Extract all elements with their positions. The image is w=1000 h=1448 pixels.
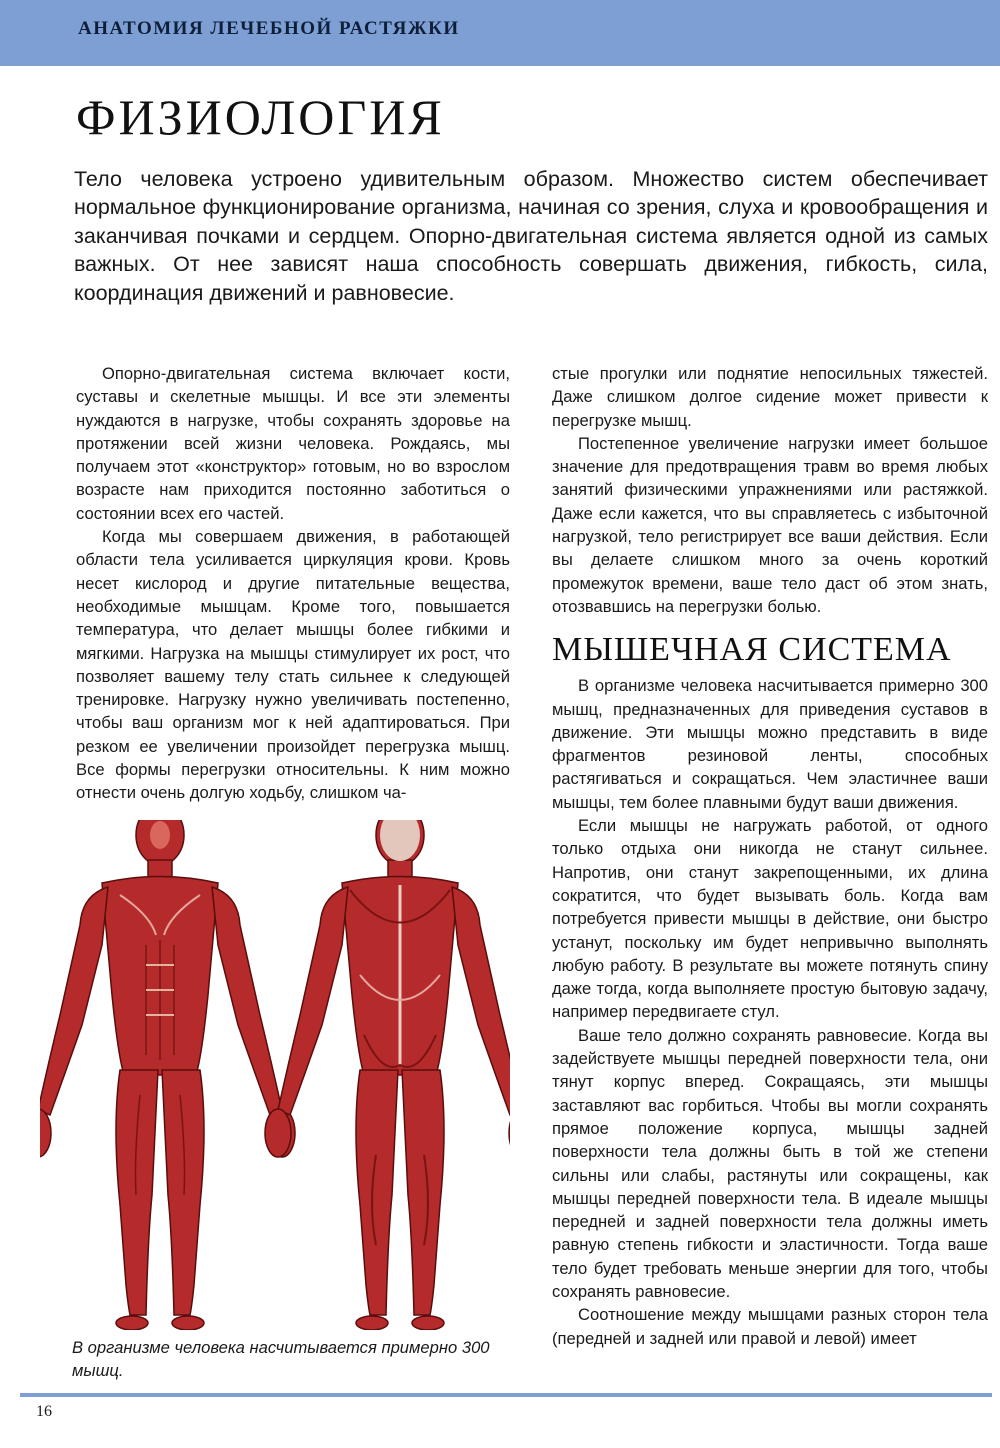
left-column [76,362,510,805]
muscle-anatomy-figure [40,820,510,1330]
figure-caption: В организме человека насчитывается примерно 300 мышц. [72,1338,490,1380]
paragraph: В организме человека насчитывается примерно 300 мышц, предназначенных для приведения суставов в движение. Эти мышцы можно представить в виде фрагментов резиновой ленты, способных растягиваться и сокращаться. Чем эластичнее ваши мышцы, тем более плавными будут ваши движения. [552,676,988,812]
front-figure [40,820,295,1330]
paragraph: Ваше тело должно сохранять равновесие. Когда вы задействуете мышцы передней поверхности тела, они тянут корпус вперед. Сокращаясь, эти мышцы заставляют вас горбиться. Чтобы вы могли сохранять прямое положение корпуса, мышцы задней поверхности тела должны быть в той же степени сильны или слабы, растянуты или сокращены, как мышцы передней поверхности тела. В идеале мышцы передней и задней поверхности тела должны иметь равную степень гибкости и эластичности. Тогда ваше тело будет требовать меньше энергии для того, чтобы сохранять равновесие. [552,1025,988,1301]
paragraph: Соотношение между мышцами разных сторон тела (передней и задней или правой и левой) имеет [552,1305,988,1348]
back-figure [265,820,510,1330]
paragraph: Если мышцы не нагружать работой, от одного только отдыха они никогда не станут сильнее. Напротив, они станут закрепощенными, их длина сократится, что будет вызывать боль. Когда вам потребуется привести мышцы в действие, они быстро устанут, поскольку им будет непривычно выполнять любую работу. В результате вы можете потянуть спину даже тогда, когда выполняете простую бытовую задачу, например передвигаете стул. [552,816,988,1022]
right-column [552,362,988,1350]
muscle-anatomy-illustration [40,820,510,1330]
paragraph: стые прогулки или поднятие непосильных тяжестей. Даже слишком долгое сидение может привести к перегрузке мышц. [552,364,988,430]
footer-divider [20,1393,992,1397]
page-title: ФИЗИОЛОГИЯ [76,89,445,145]
running-header: АНАТОМИЯ ЛЕЧЕБНОЙ РАСТЯЖКИ [78,18,460,39]
paragraph: Опорно-двигательная система включает кости, суставы и скелетные мышцы. И все эти элементы нуждаются в нагрузке, чтобы сохранять здоровье на протяжении всей жизни человека. Рождаясь, мы получаем этот «конструктор» готовым, но во взрослом возрасте нам приходится постоянно заботиться о состоянии всех его частей. [76,364,510,523]
paragraph: Постепенное увеличение нагрузки имеет большое значение для предотвращения травм во время любых занятий физическими упражнениями или растяжкой. Даже если кажется, что вы справляетесь с избыточной нагрузкой, тело регистрирует все ваши действия. Если вы делаете слишком много за очень короткий промежуток времени, ваше тело даст об этом знать, отозвавшись на перегрузки болью. [552,433,988,616]
section-title: МЫШЕЧНАЯ СИСТЕМА [552,631,952,669]
intro-paragraph: Тело человека устроено удивительным образом. Множество систем обеспечивает нормальное функционирование организма, начиная со зрения, слуха и кровообращения и заканчивая почками и сердцем. Опорно-двигательная система является одной из самых важных. От нее зависят наша способность совершать движения, гибкость, сила, координация движений и равновесие. [74,167,988,305]
page-number: 16 [36,1403,52,1420]
paragraph: Когда мы совершаем движения, в работающей области тела усиливается циркуляция крови. Кровь несет кислород и другие питательные вещества, необходимые мышцам. Кроме того, повышается температура, что делает мышцы более гибкими и мягкими. Нагрузка на мышцы стимулирует их рост, что позволяет вашему телу стать сильнее к следующей тренировке. Нагрузку нужно увеличивать постепенно, чтобы ваш организм мог к ней адаптироваться. При резком ее увеличении произойдет перегрузка мышц. Все формы перегрузки относительны. К ним можно отнести очень долгую ходьбу, слишком ча- [76,527,510,803]
